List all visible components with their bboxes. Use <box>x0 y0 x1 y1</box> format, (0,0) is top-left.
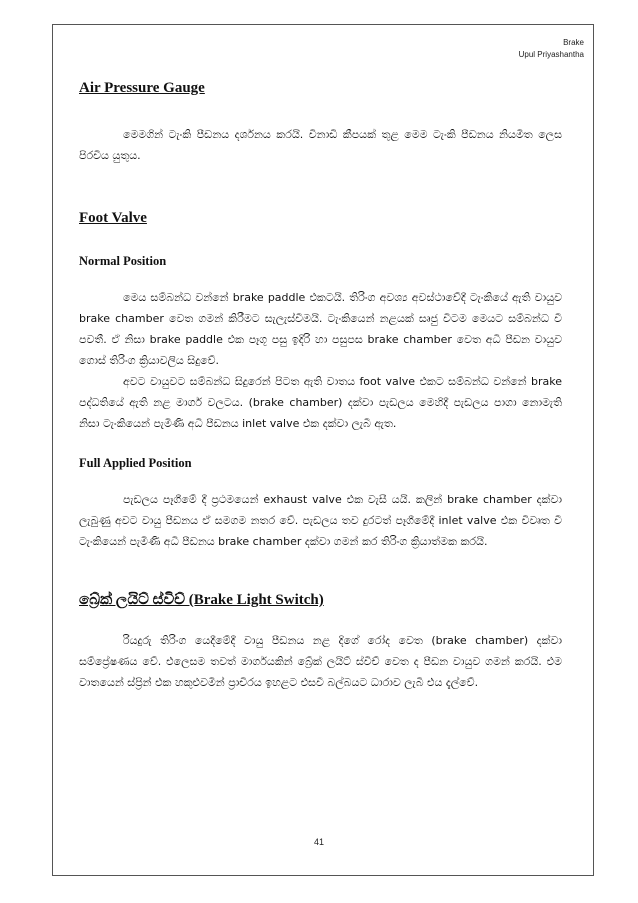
full-applied-position-subheading: Full Applied Position <box>79 456 192 470</box>
normal-position-subheading: Normal Position <box>79 254 167 268</box>
air-pressure-gauge-paragraph: මෙමගින් ටැංකි පීඩනය දර්ශනය කරයි. විනාඩි කීපයක් තුළ මෙම ටැංකි පීඩනය නියමිත ලෙස පිරවිය යුතුය. <box>79 128 562 162</box>
brake-light-switch-paragraph: රියදුරු තිරිංග යෙදීමේදී වායු පීඩනය නළ දිගේ රෝද වෙත (brake chamber) දක්වා සම්ප්‍රේෂණය වේ. එලෙසම තවත් මාර්ගයකින් බ්‍රේක් ලයිට් ස්විච් වෙත ද පීඩන වායුව ගමන් කරයි. එම වාතයෙන් ස්ප්‍රින් එක හකුළුවමින් ප්‍රාචීරය ඉහළට එසවී බල්බයට ධාරාව ලැබී එය දැල්වේ. <box>79 634 562 689</box>
header-title: Brake <box>563 38 584 47</box>
page-number: 41 <box>313 837 324 847</box>
page-content <box>79 70 562 693</box>
normal-position-paragraph-1: මෙය සම්බන්ධ වන්නේ brake paddle එකටයි. තිරිංග අවශ්‍ය අවස්ථාවේදී ටැංකියේ ඇති වායුව brake chamber වෙත ගමන් කිරීමට සැලැස්වීමයි. ටැංකියෙන් නළයක් සෘජු විටම මෙයට සම්බන්ධ වී පවතී. ඒ නිසා brake paddle එක පෑගූ පසු ඉදිරි හා පසුපස brake chamber වෙත අධි පීඩන වායුව ගොස් තිරිංග ක්‍රියාවලිය සිදුවේ. <box>79 291 562 367</box>
page-header <box>519 37 584 61</box>
brake-light-switch-heading: බ්‍රේක් ලයිට් ස්විච් (Brake Light Switch) <box>79 592 324 608</box>
normal-position-paragraph-2: අවට වායුවට සම්බන්ධ සිදුරෙන් පිටත ඇති වාතය foot valve එකට සම්බන්ධ වන්නේ brake පද්ධතියේ ඇති නළ මාර්ග වලටය. (brake chamber) දක්වා පැඩලය මෙහිදී පැඩලය පාගා නොමැති නිසා ටැංකියෙන් පැමිණි අධි පීඩනය inlet valve එක දක්වා ලැබී ඇත. <box>79 375 562 430</box>
foot-valve-heading: Foot Valve <box>79 210 147 226</box>
full-applied-position-paragraph: පැඩලය පෑගීමේ දී ප්‍රථමයෙන් exhaust valve එක වැසී යයි. කලින් brake chamber දක්වා ලැබුණු අවට වායු පීඩනය ඒ සමගම නතර වේ. පැඩලය තව දුරටත් පෑගීමේදී inlet valve එක විවෘත වී ටැංකියෙන් පැමිණි අධි පීඩනය brake chamber දක්වා ගමන් කර තිරිංග ක්‍රියාත්මක කරයි. <box>79 493 562 548</box>
header-author: Upul Priyashantha <box>518 50 584 59</box>
air-pressure-gauge-heading: Air Pressure Gauge <box>79 80 205 96</box>
